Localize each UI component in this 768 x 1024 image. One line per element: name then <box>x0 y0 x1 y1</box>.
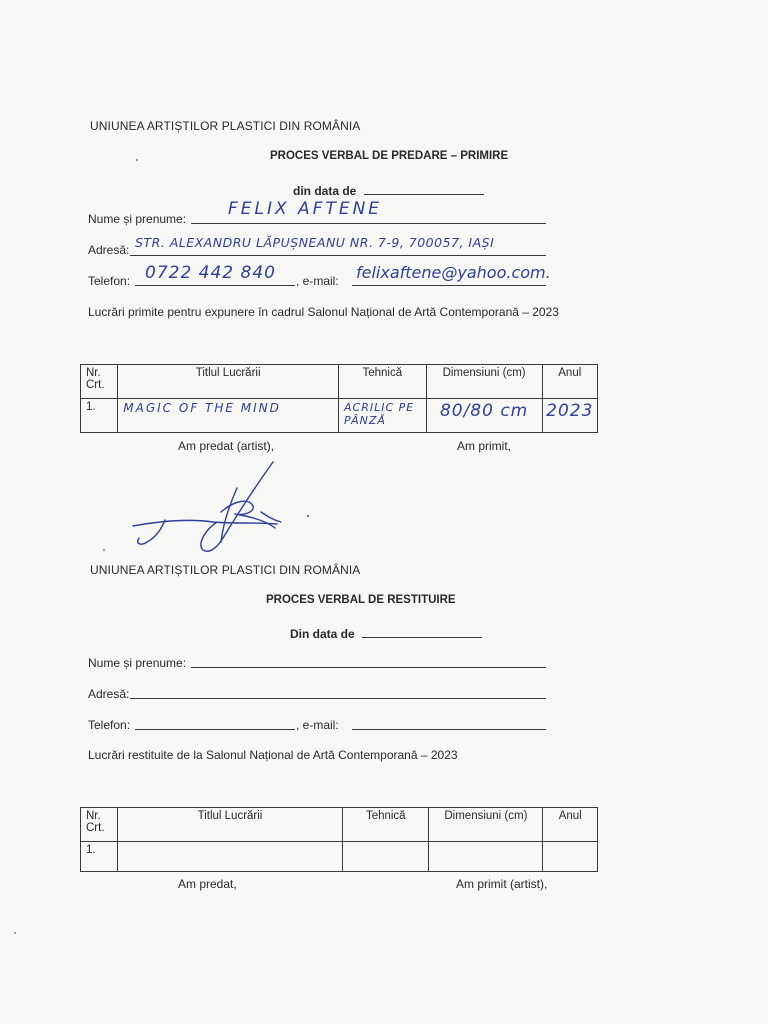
email-blank-2 <box>352 717 546 730</box>
name-handwritten: FELIX AFTENE <box>228 199 383 219</box>
cell-year <box>543 842 598 872</box>
address-handwritten: STR. ALEXANDRU LĂPUȘNEANU NR. 7-9, 700057, IAȘI <box>135 235 495 250</box>
document-title-2: PROCES VERBAL DE RESTITUIRE <box>266 594 456 606</box>
org-name: UNIUNEA ARTIȘTILOR PLASTICI DIN ROMÂNIA <box>90 119 361 133</box>
works-table-2 <box>80 807 598 872</box>
address-label-2: Adresă: <box>88 687 130 701</box>
cell-nr: 1. <box>81 842 118 872</box>
date-label-2: Din data de <box>290 627 355 641</box>
phone-blank-2 <box>135 717 295 730</box>
col-dimensions-header: Dimensiuni (cm) <box>429 808 543 842</box>
col-dimensions-header: Dimensiuni (cm) <box>426 365 542 399</box>
cell-nr: 1. <box>81 399 118 433</box>
col-technique-header: Tehnică <box>343 808 429 842</box>
cell-technique <box>343 842 429 872</box>
email-handwritten: felixaftene@yahoo.com. <box>356 263 551 282</box>
col-nr-header: Nr. Crt. <box>81 365 118 399</box>
table-header-row <box>81 808 598 842</box>
col-technique-header: Tehnică <box>338 365 426 399</box>
col-year-header: Anul <box>542 365 597 399</box>
intro-text: Lucrări primite pentru expunere în cadrul Salonul Național de Artă Contemporană – 2023 <box>88 305 559 319</box>
handed-label-2: Am predat, <box>178 877 237 891</box>
intro-text-2: Lucrări restituite de la Salonul Național de Artă Contemporană – 2023 <box>88 748 458 762</box>
org-name-2: UNIUNEA ARTIȘTILOR PLASTICI DIN ROMÂNIA <box>90 563 361 577</box>
artist-signature <box>125 460 315 560</box>
scan-speck <box>103 549 105 551</box>
cell-title <box>117 842 342 872</box>
table-header-row <box>81 365 598 399</box>
name-label-2: Nume și prenume: <box>88 656 187 670</box>
address-label: Adresă: <box>88 243 130 257</box>
works-table <box>80 364 598 433</box>
received-label-2: Am primit (artist), <box>456 877 548 891</box>
col-year-header: Anul <box>543 808 598 842</box>
cell-dimensions: 80/80 cm <box>426 399 542 433</box>
document-title: PROCES VERBAL DE PREDARE – PRIMIRE <box>270 150 509 162</box>
col-title-header: Titlul Lucrării <box>117 808 342 842</box>
scan-speck <box>14 932 16 934</box>
date-blank-2 <box>362 625 482 638</box>
phone-label: Telefon: <box>88 274 131 288</box>
phone-label-2: Telefon: <box>88 718 131 732</box>
cell-title: MAGIC OF THE MIND <box>118 399 339 433</box>
date-blank <box>364 182 484 195</box>
cell-dimensions <box>429 842 543 872</box>
date-line-2 <box>290 625 482 641</box>
email-label-2: , e-mail: <box>296 718 339 732</box>
received-label: Am primit, <box>457 439 511 453</box>
name-label: Nume și prenume: <box>88 212 187 226</box>
email-label: , e-mail: <box>296 274 339 288</box>
col-title-header: Titlul Lucrării <box>118 365 339 399</box>
handed-label: Am predat (artist), <box>178 439 275 453</box>
phone-handwritten: 0722 442 840 <box>145 263 276 283</box>
table-row <box>81 842 598 872</box>
date-line <box>293 182 484 198</box>
table-row <box>81 399 598 433</box>
date-label: din data de <box>293 184 357 198</box>
cell-year: 2023 <box>542 399 597 433</box>
cell-technique: ACRILIC PE PÂNZĂ <box>338 399 426 433</box>
col-nr-header: Nr. Crt. <box>81 808 118 842</box>
scan-speck <box>136 159 138 161</box>
name-blank-2 <box>191 655 546 668</box>
address-blank-2 <box>130 686 546 699</box>
